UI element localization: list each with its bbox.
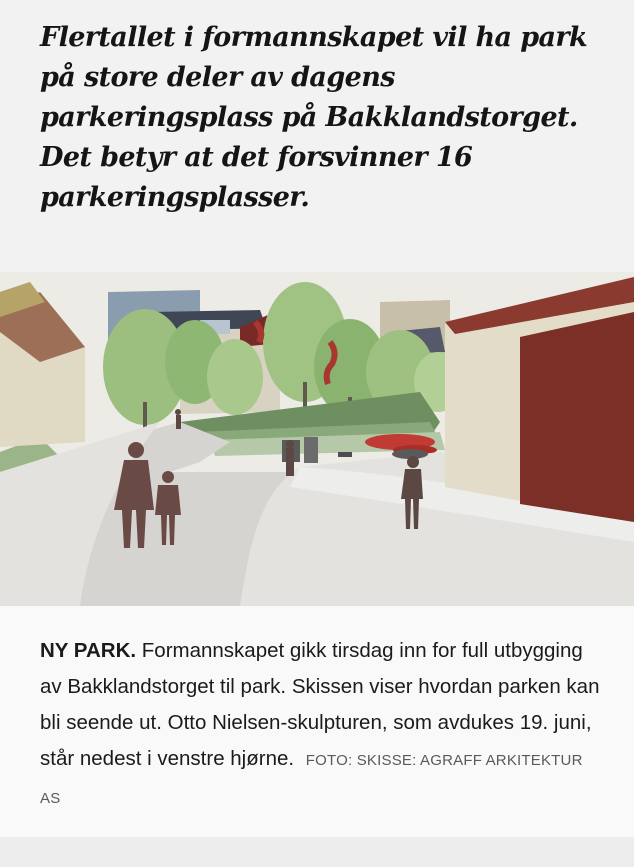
bottom-strip (0, 837, 634, 867)
caption-box (0, 606, 634, 837)
photo-credit: FOTO: SKISSE: AGRAFF ARKITEKTUR AS (40, 752, 583, 807)
caption-text: Formannskapet gikk tirsdag inn for full utbygging av Bakklandstorget til park. Skissen viser hvordan parken kan bli seende ut. Otto Nielsen-skulpturen, som avdukes 19. juni, står nedest i venstre hjørne. (40, 639, 600, 770)
park-sketch-image (0, 272, 634, 606)
image-caption (40, 633, 600, 817)
lead-paragraph: Flertallet i formannskapet vil ha park på store deler av dagens parkeringsplass på Bakklandstorget. Det betyr at det forsvinner 16 parkeringsplasser. (40, 22, 588, 213)
caption-kicker: NY PARK. (40, 639, 137, 662)
